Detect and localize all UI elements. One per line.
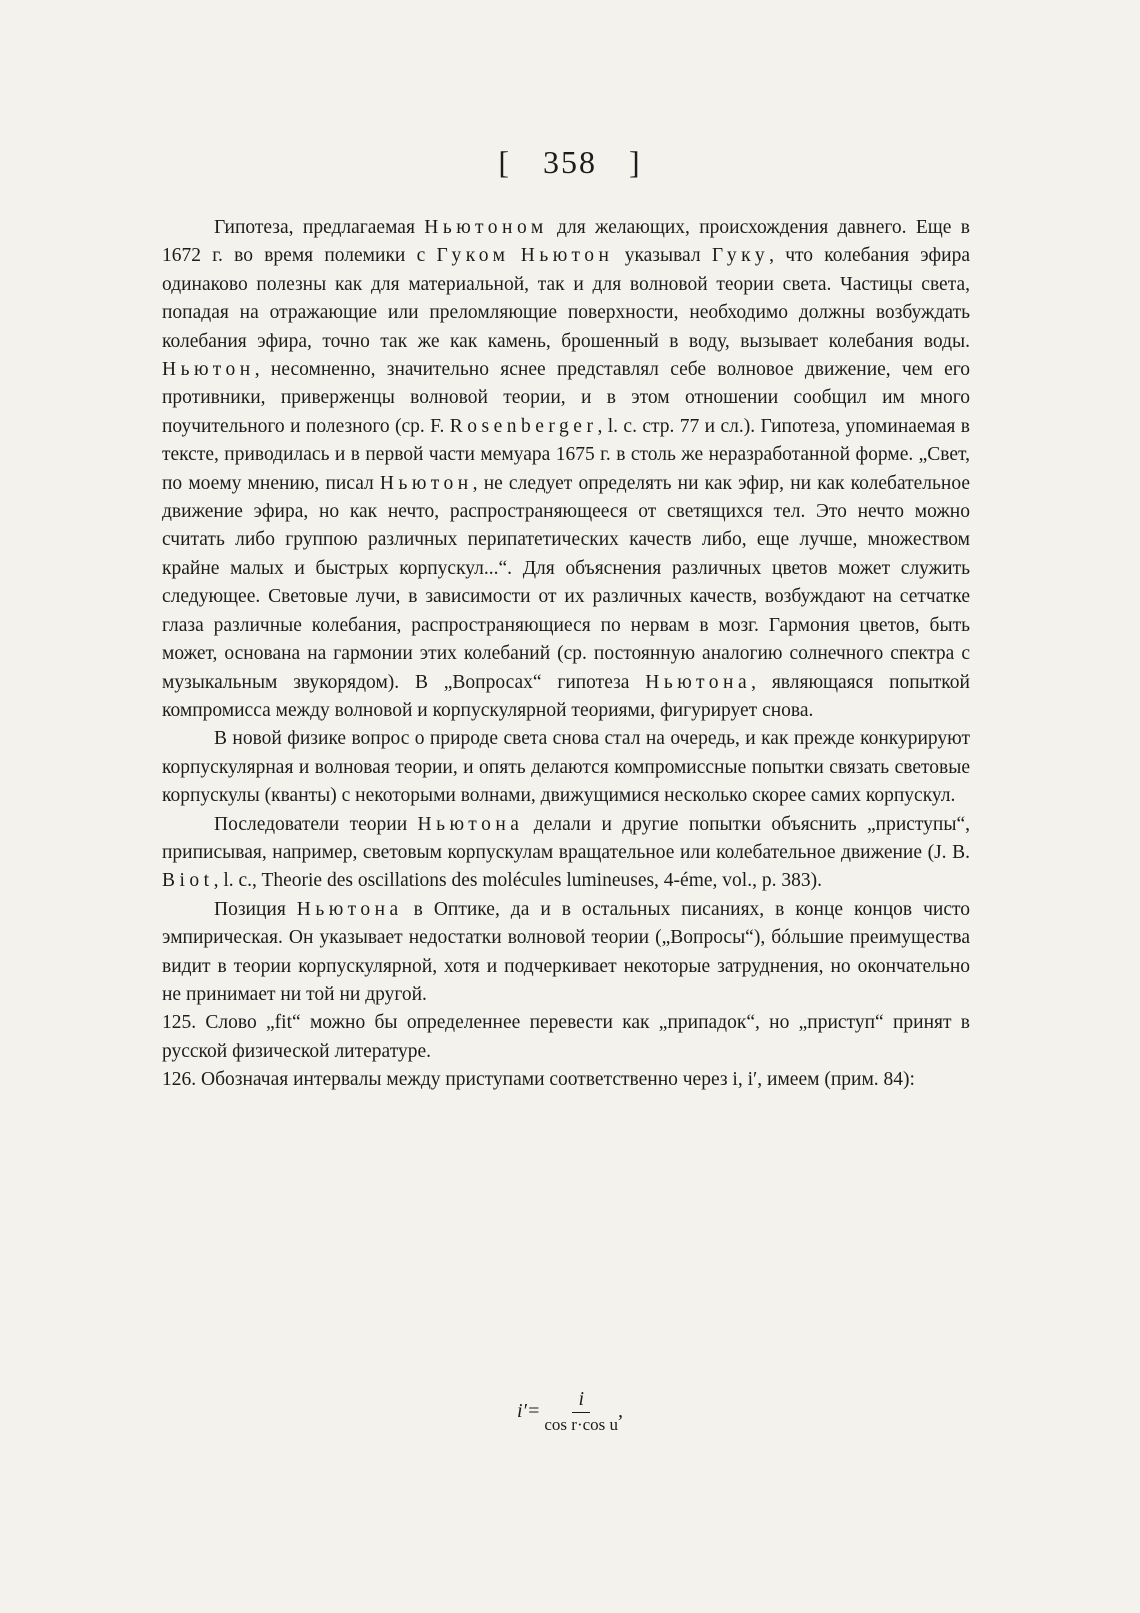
text-run: делали и другие попытки объяснить „приступы“, приписывая, например, световым корпускулам вращательное или колебательное движение (J. B. [162, 813, 970, 863]
text-run: Гипотеза, предлагаемая [214, 217, 425, 238]
formula-denominator: cos r·cos u [544, 1415, 619, 1434]
paragraph-2 [162, 725, 970, 810]
note-126: 126. Обозначая интервалы между приступами соответственно через i, i′, имеем (прим. 84): [162, 1069, 915, 1091]
page-number: [ 358 ] [498, 144, 642, 180]
text-run: , не следует определять ни как эфир, ни как колебательное движение эфира, но как нечто, распространяющееся от светящихся тел. Это нечто можно считать либо группою различных перипатетических качеств либо, еще лучше, множеством крайне малых и быстрых корпускул...“. Для объяснения различных цветов может служить следующее. Световые лучи, в зависимости от их различных качеств, возбуждают на сетчатке глаза различные колебания, распространяющиеся по нервам в мозг. Гармония цветов, быть может, основана на гармонии этих колебаний (ср. постоянную аналогию солнечного спектра с музыкальным звукорядом). В „Вопросах“ гипотеза [162, 472, 970, 693]
text-run: , являющаяся попыткой компромисса между волновой и корпускулярной теориями, фигурирует снова. [162, 671, 970, 721]
text-run: , l. c., Theorie des oscillations des molécules lumineuses, 4-éme, vol., p. 383). [213, 870, 822, 892]
spaced-name: Ньютона [645, 671, 752, 693]
spaced-name: Ньютон [520, 245, 614, 267]
text-run: , несомненно, значительно яснее представлял себе волновое движение, чем его противники, приверженцы волновой теории, и в этом отношении сообщил им много поучительного и полезного (ср. F. [162, 359, 970, 437]
text-run: , что колебания эфира одинаково полезны как для материальной, так и для волновой теории света. Частицы света, попадая на отражающие или преломляющие поверхности, необходимо должны возбуждать колебания эфира, точно так же как камень, брошенный в воду, вызывает колебания воды. [162, 245, 971, 352]
spaced-name: Гуку [711, 245, 770, 267]
spaced-name: Biot [162, 870, 214, 892]
paragraph-3 [162, 811, 970, 896]
spaced-name: Ньютона [417, 813, 524, 835]
note-125: 125. Слово „fit“ можно бы определеннее перевести как „припадок“, но „приступ“ принят в русской физической литературе. [162, 1012, 970, 1062]
text-run: указывал [613, 245, 712, 267]
formula-trail: , [618, 1400, 624, 1422]
text-run: Позиция [214, 898, 297, 920]
formula [0, 1388, 1140, 1435]
text-run: В новой физике вопрос о природе света снова стал на очередь, и как прежде конкурируют корпускулярная и волновая теории, и опять делаются компромиссные попытки связать световые корпускулы (кванты) с некоторыми волнами, движущимися несколько скорее самих корпускул. [162, 728, 970, 807]
spaced-name: Ньютон [379, 472, 473, 494]
formula-numerator: i [572, 1388, 590, 1413]
spaced-name: Ньютон [162, 359, 255, 381]
paragraph-1 [162, 214, 970, 725]
spaced-name: Rosenberger [449, 415, 598, 437]
formula-fraction [544, 1388, 618, 1435]
text-run: для желающих, происхождения давнего. Еще в 1672 г. во время полемики с [162, 217, 970, 267]
text-run: Последователи теории [214, 813, 418, 835]
text-run: , l. c. стр. 77 и сл.). Гипотеза, упоминаемая в тексте, приводилась и в первой части мемуара 1675 г. в столь же неразработанной форме. „Свет, по моему мнению, писал [162, 415, 970, 494]
spaced-name: Гуком [436, 245, 510, 267]
spaced-name: Ньютона [296, 898, 403, 920]
paragraph-4 [162, 896, 970, 1010]
spaced-name: Ньютоном [424, 217, 548, 238]
text-run: в Оптике, да и в остальных писаниях, в конце концов чисто эмпирическая. Он указывает недостатки волновой теории („Вопросы“), бóльшие преимущества видит в теории корпускулярной, хотя и подчеркивает некоторые затруднения, но окончательно не принимает ни той ни другой. [162, 898, 970, 1005]
formula-lhs: i′= [516, 1400, 541, 1422]
text-body [162, 214, 970, 1095]
text-run [509, 245, 520, 266]
